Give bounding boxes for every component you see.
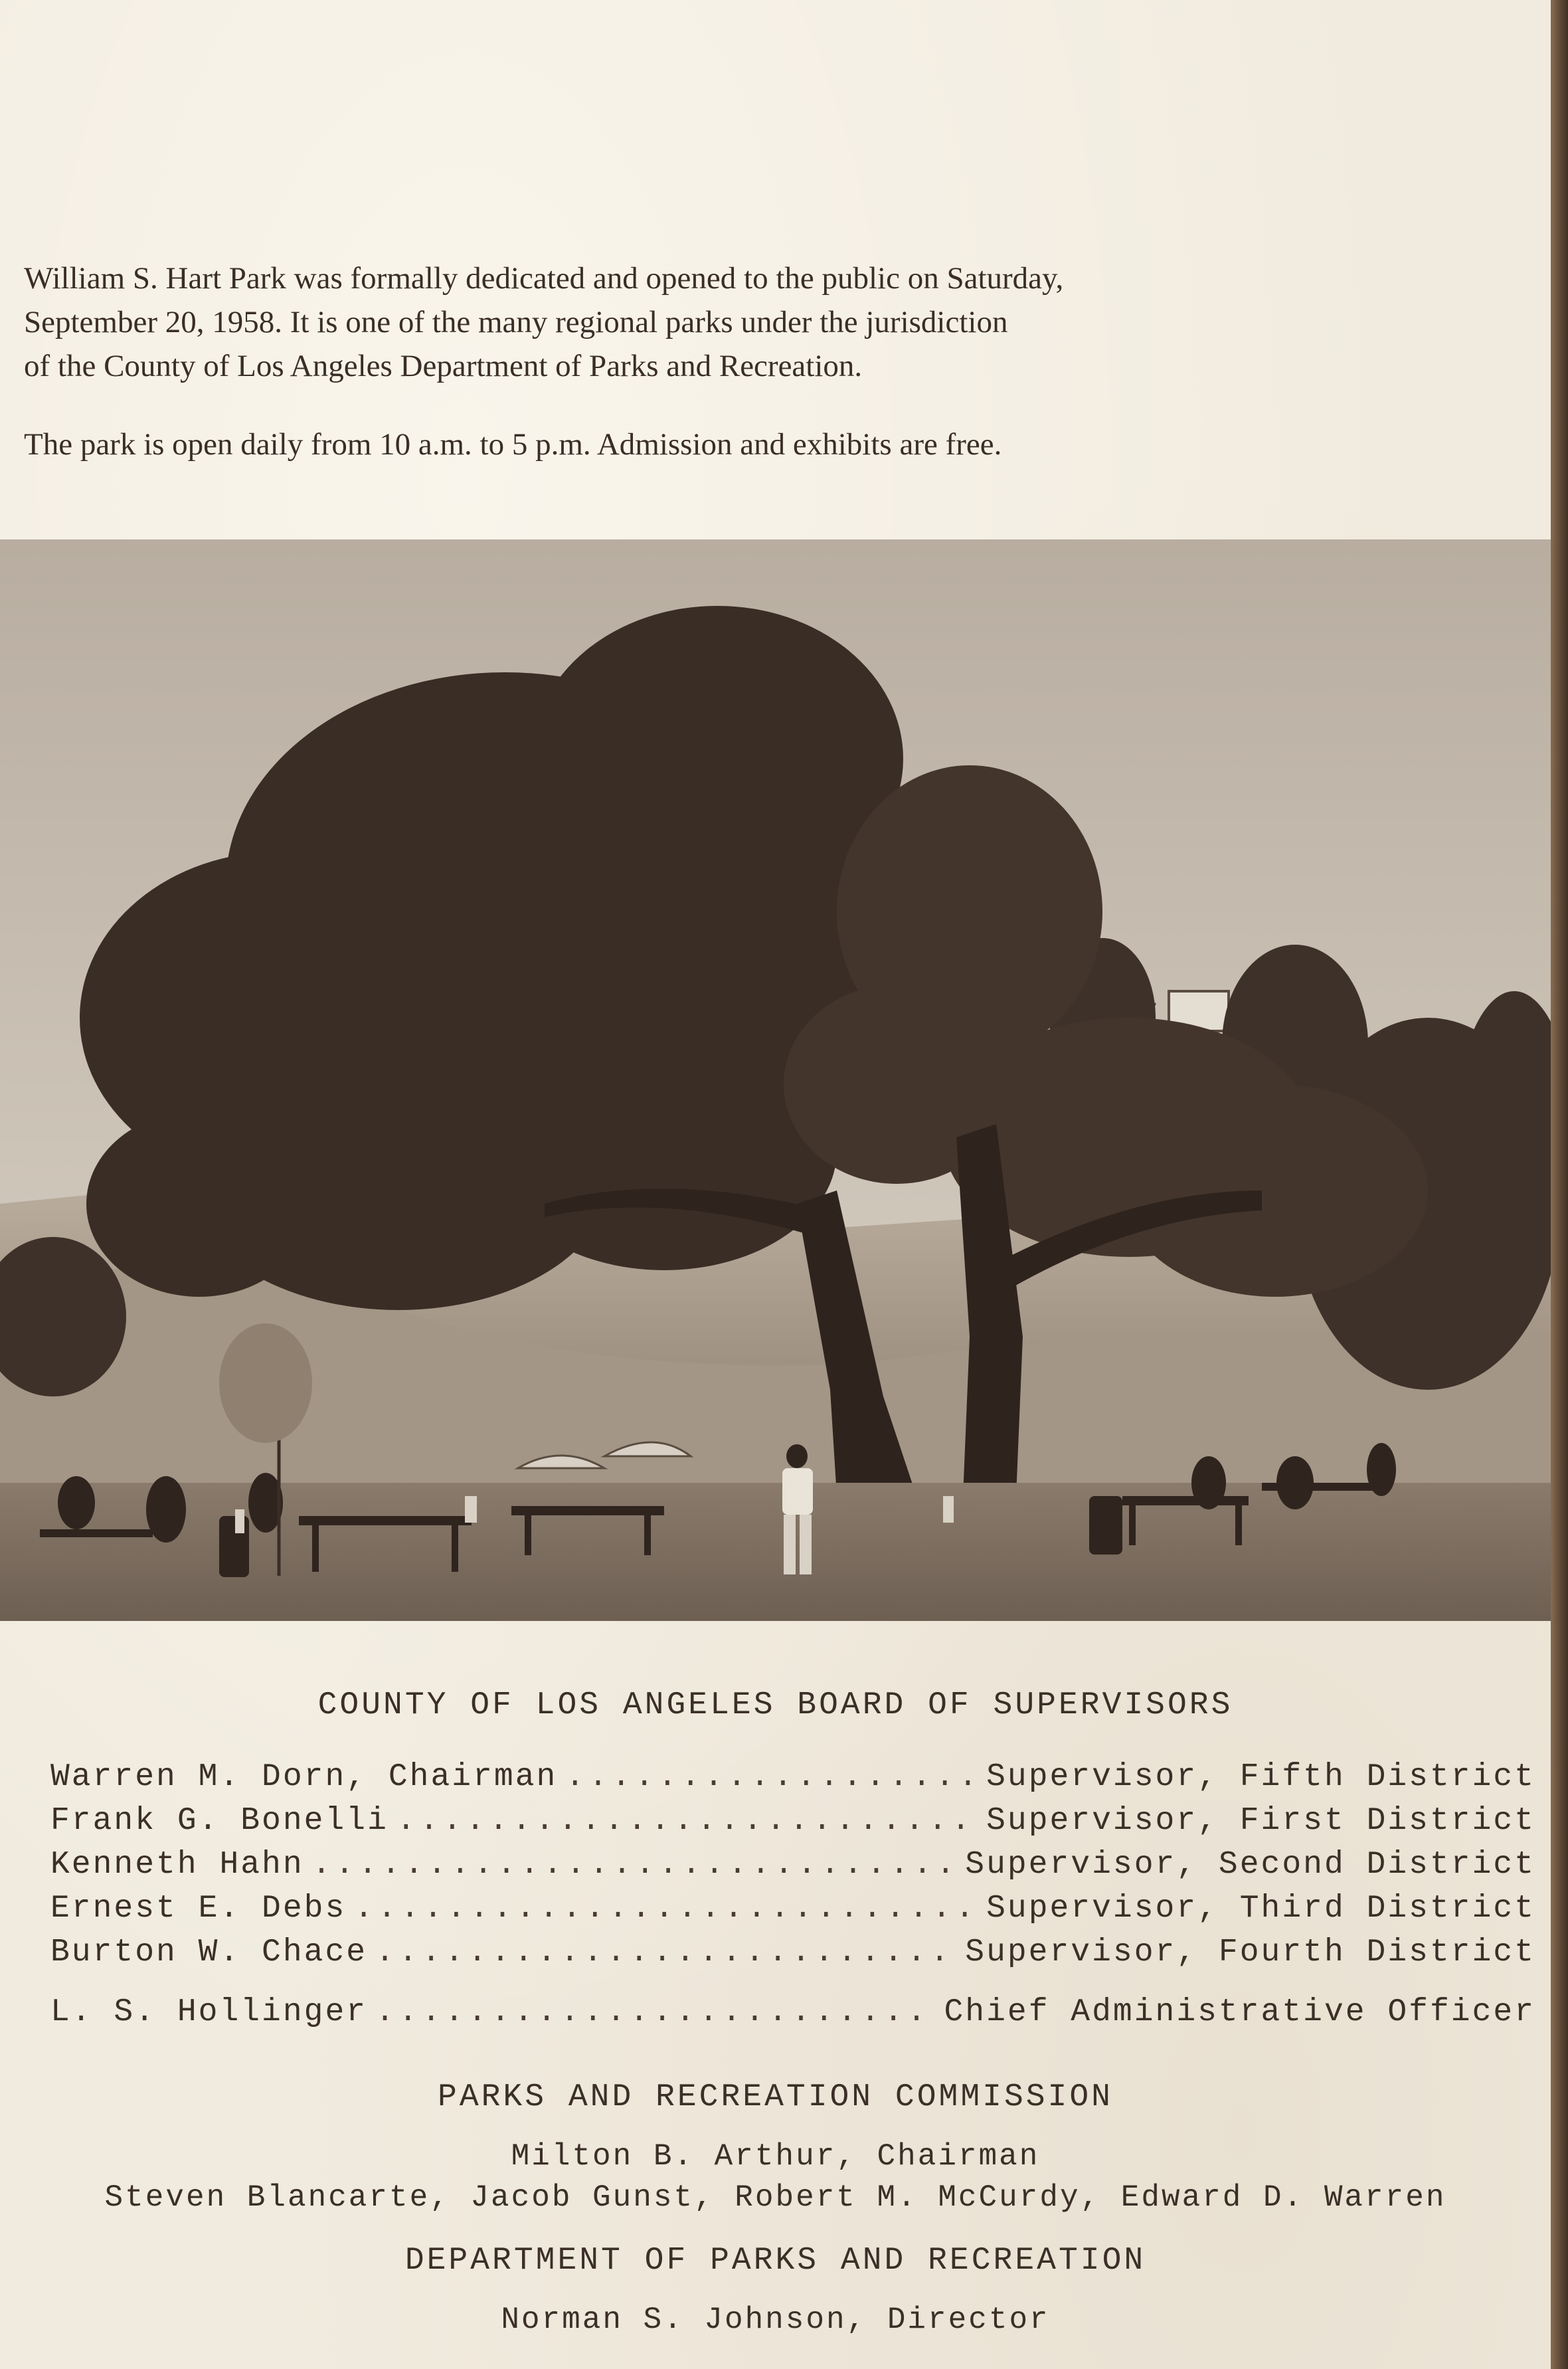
supervisor-row: [50, 1803, 1535, 1847]
supervisor-title: Supervisor, Second District: [965, 1847, 1535, 1883]
commission-heading: PARKS AND RECREATION COMMISSION: [438, 2079, 1113, 2115]
leader-dots: [375, 1994, 936, 2030]
intro-line-1: William S. Hart Park was formally dedicated and opened to the public on Saturday,: [24, 261, 1064, 296]
supervisor-row: [50, 1759, 1535, 1803]
officer-title: Chief Administrative Officer: [944, 1994, 1535, 2030]
supervisor-name: Frank G. Bonelli: [50, 1803, 389, 1839]
leader-dots: [312, 1847, 958, 1883]
supervisor-name: Ernest E. Debs: [50, 1891, 347, 1927]
department-heading: DEPARTMENT OF PARKS AND RECREATION: [404, 2243, 1146, 2279]
commission-members: Steven Blancarte, Jacob Gunst, Robert M. McCurdy, Edward D. Warren: [104, 2180, 1446, 2215]
leader-dots: [375, 1935, 957, 1970]
officer-name: L. S. Hollinger: [50, 1994, 368, 2030]
leader-dots: [565, 1759, 978, 1795]
binding-edge: [1551, 0, 1568, 2369]
department-director: Norman S. Johnson, Director: [501, 2303, 1050, 2337]
supervisor-row: [50, 1847, 1535, 1891]
officer-row: [50, 1994, 1535, 2038]
intro-line-2: September 20, 1958. It is one of the many regional parks under the jurisdiction: [24, 305, 1008, 339]
supervisor-name: Burton W. Chace: [50, 1935, 368, 1970]
supervisor-title: Supervisor, First District: [986, 1803, 1535, 1839]
supervisor-title: Supervisor, Third District: [986, 1891, 1535, 1927]
leader-dots: [354, 1891, 978, 1927]
commission-chairman: Milton B. Arthur, Chairman: [511, 2139, 1040, 2174]
board-heading: COUNTY OF LOS ANGELES BOARD OF SUPERVISORS: [317, 1687, 1233, 1723]
park-hours-text: The park is open daily from 10 a.m. to 5 p.m. Admission and exhibits are free.: [24, 427, 1002, 462]
supervisor-title: Supervisor, Fourth District: [965, 1935, 1535, 1970]
intro-line-3: of the County of Los Angeles Department of Parks and Recreation.: [24, 349, 863, 383]
intro-paragraph: [24, 256, 1518, 388]
park-photograph: [0, 539, 1551, 1621]
supervisor-name: Kenneth Hahn: [50, 1847, 304, 1883]
supervisor-row: [50, 1891, 1535, 1935]
leader-dots: [396, 1803, 978, 1839]
supervisor-row: [50, 1935, 1535, 1978]
supervisor-name: Warren M. Dorn, Chairman: [50, 1759, 558, 1795]
supervisor-title: Supervisor, Fifth District: [986, 1759, 1535, 1795]
